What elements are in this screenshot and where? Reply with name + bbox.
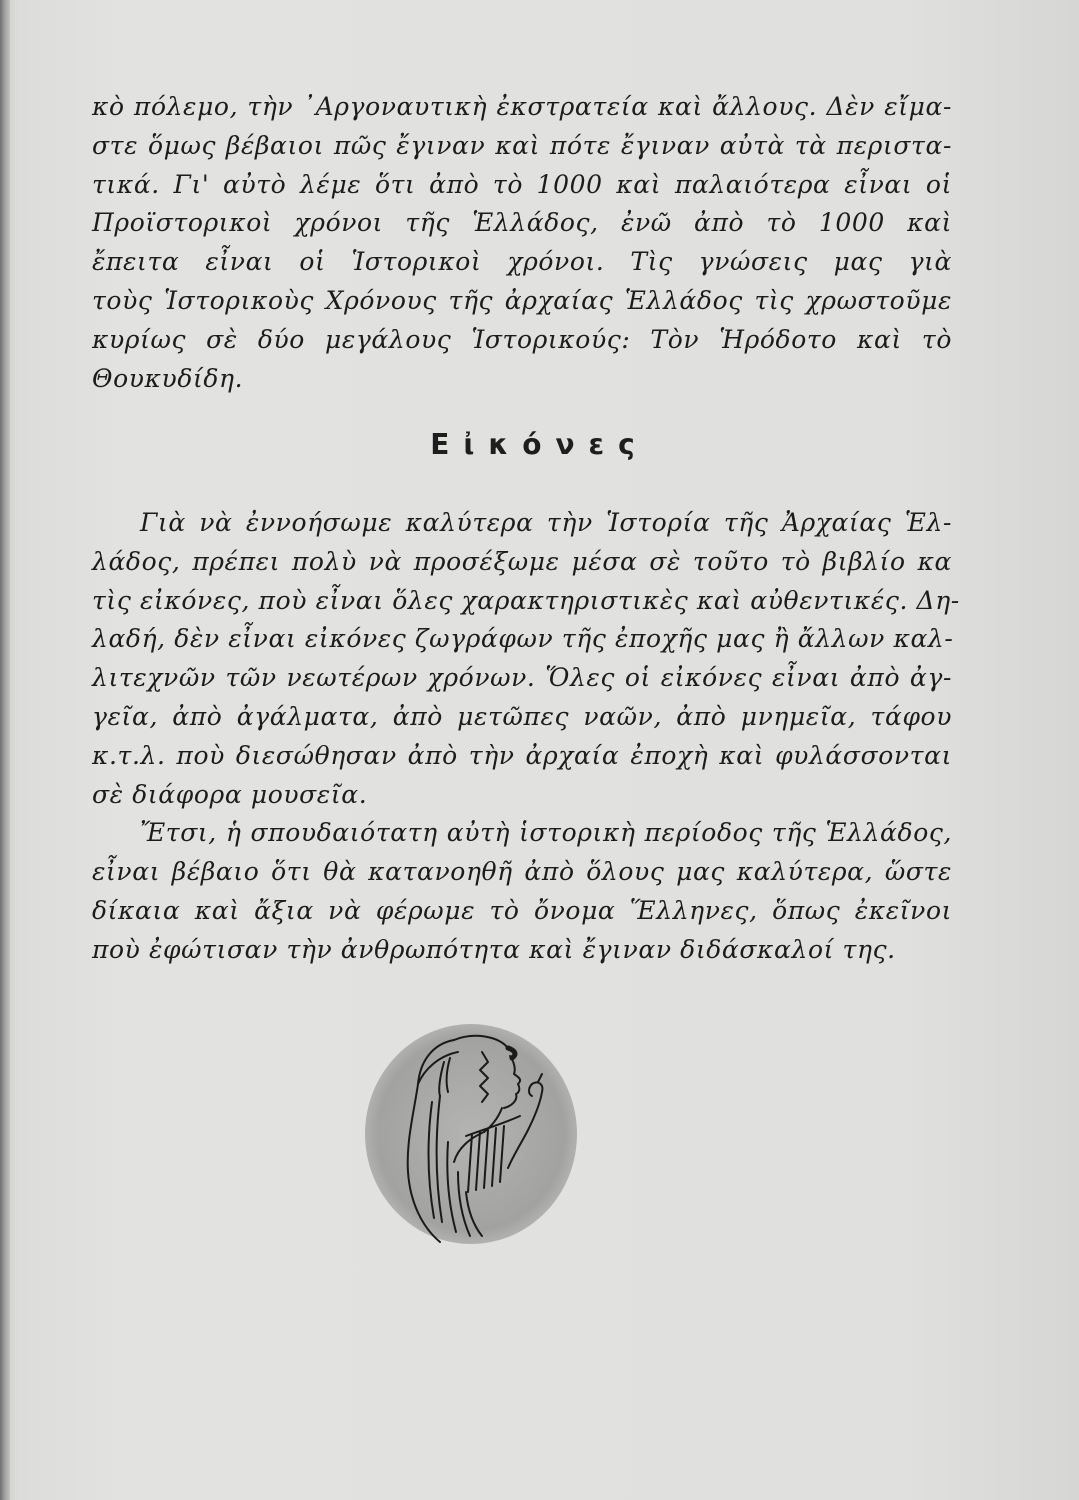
- text-line: δίκαια καὶ ἄξια νὰ φέρωμε τὸ ὄνομα Ἕλληνες, ὅπως ἐκεῖνοι: [92, 895, 952, 925]
- page-binding-edge: [0, 0, 10, 1500]
- text-line: εἶναι βέβαιο ὅτι θὰ κατανοηθῆ ἀπὸ ὅλους μας καλύτερα, ὥστε: [92, 857, 952, 887]
- text-line: κυρίως σὲ δύο μεγάλους Ἱστορικούς: Τὸν Ἡρόδοτο καὶ τὸ: [92, 324, 952, 354]
- text-line: λάδος, πρέπει πολὺ νὰ προσέξωμε μέσα σὲ τοῦτο τὸ βιβλίο κα: [92, 546, 952, 576]
- text-line: κὸ πόλεμο, τὴν ᾿Αργοναυτικὴ ἐκστρατεία καὶ ἄλλους. Δὲν εἴμα-: [92, 92, 952, 121]
- text-line: τοὺς Ἱστορικοὺς Χρόνους τῆς ἀρχαίας Ἑλλάδος τὶς χρωστοῦμε: [92, 285, 952, 315]
- text-line: ἔπειτα εἶναι οἱ Ἱστορικοὶ χρόνοι. Τὶς γνώσεις μας γιὰ: [92, 247, 952, 277]
- text-line: Θουκυδίδη.: [92, 363, 244, 393]
- text-line: Γιὰ νὰ ἐννοήσωμε καλύτερα τὴν Ἱστορία τῆς Ἀρχαίας Ἑλ-: [140, 508, 952, 537]
- text-line: ποὺ ἐφώτισαν τὴν ἀνθρωπότητα καὶ ἔγιναν διδάσκαλοί της.: [92, 934, 896, 964]
- text-line: στε ὅμως βέβαιοι πῶς ἔγιναν καὶ πότε ἔγιναν αὐτὰ τὰ περιστα-: [92, 130, 952, 160]
- paragraph-prehistoric-times: [92, 88, 952, 398]
- text-line: Ἔτσι, ἡ σπουδαιότατη αὐτὴ ἱστορικὴ περίοδος τῆς Ἑλλάδος,: [140, 818, 952, 848]
- text-line: κ.τ.λ. ποὺ διεσώθησαν ἀπὸ τὴν ἀρχαία ἐποχὴ καὶ φυλάσσονται: [92, 740, 952, 770]
- text-line: γεῖα, ἀπὸ ἀγάλματα, ἀπὸ μετῶπες ναῶν, ἀπὸ μνημεῖα, τάφου: [92, 701, 952, 731]
- ancient-vase-figure-icon: [362, 1022, 580, 1246]
- text-line: τὶς εἰκόνες, ποὺ εἶναι ὅλες χαρακτηριστικὲς καὶ αὐθεντικές. Δη-: [92, 585, 960, 615]
- text-line: λιτεχνῶν τῶν νεωτέρων χρόνων. Ὅλες οἱ εἰκόνες εἶναι ἀπὸ ἀγ-: [92, 663, 952, 693]
- text-line: λαδή, δὲν εἶναι εἰκόνες ζωγράφων τῆς ἐποχῆς μας ἢ ἄλλων καλ-: [92, 624, 954, 654]
- section-heading: Εἰκόνες: [430, 428, 649, 461]
- text-line: σὲ διάφορα μουσεῖα.: [92, 779, 368, 809]
- text-line: Προϊστορικοὶ χρόνοι τῆς Ἑλλάδος, ἐνῶ ἀπὸ τὸ 1000 καὶ: [92, 208, 952, 238]
- paragraph-images: [92, 504, 960, 970]
- text-line: τικά. Γι' αὐτὸ λέμε ὅτι ἀπὸ τὸ 1000 καὶ παλαιότερα εἶναι οἱ: [92, 169, 952, 199]
